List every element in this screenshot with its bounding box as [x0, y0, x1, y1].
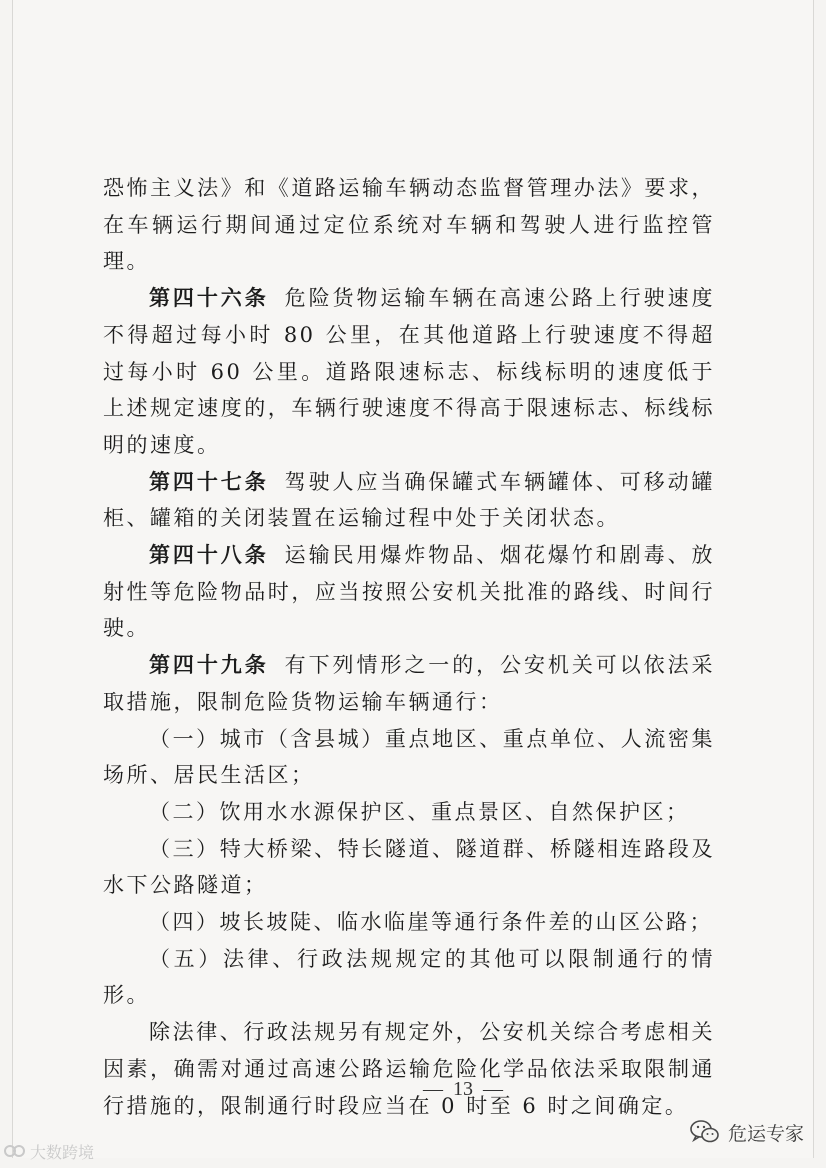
- list-item-5: [103, 941, 715, 1014]
- page-number: [0, 1078, 826, 1101]
- dashuju-logo-icon: [4, 1142, 26, 1160]
- article-text: 有下列情形之一的，公安机关可以依法采取措施，限制危险货物运输车辆通行：: [103, 653, 716, 714]
- article-46: [103, 280, 715, 464]
- list-item-text: （三）特大桥梁、特长隧道、隧道群、桥隧相连路段及水下公路隧道；: [103, 836, 715, 898]
- paragraph-text: 恐怖主义法》和《道路运输车辆动态监督管理办法》要求，在车辆运行期间通过定位系统对车辆和驾驶人进行监控管理。: [103, 176, 715, 274]
- closing-paragraph: [103, 1014, 715, 1124]
- wechat-icon: [690, 1119, 720, 1145]
- article-text: 危险货物运输车辆在高速公路上行驶速度不得超过每小时 80 公里，在其他道路上行驶速度不得超过每小时 60 公里。道路限速标志、标线标明的速度低于上述规定速度的，车辆行驶速度不得高于限速标志、标线标明的速度。: [103, 286, 716, 457]
- article-text: 运输民用爆炸物品、烟花爆竹和剧毒、放射性等危险物品时，应当按照公安机关批准的路线、时间行驶。: [103, 543, 716, 641]
- article-49: [103, 647, 715, 720]
- page-number-value: 13: [453, 1078, 473, 1100]
- page-number-dash-left: —: [423, 1078, 443, 1100]
- watermark-right-text: 危运专家: [727, 1122, 804, 1145]
- article-label: 第四十八条: [149, 542, 269, 568]
- article-label: 第四十七条: [149, 468, 269, 494]
- list-item-text: （五）法律、行政法规规定的其他可以限制通行的情形。: [103, 946, 715, 1008]
- list-item-text: （一）城市（含县城）重点地区、重点单位、人流密集场所、居民生活区；: [103, 726, 715, 788]
- watermark-left-text: 大数跨境: [30, 1142, 95, 1162]
- article-label: 第四十六条: [149, 285, 269, 311]
- list-item-text: （四）坡长坡陡、临水临崖等通行条件差的山区公路；: [149, 910, 713, 935]
- list-item-1: [103, 721, 715, 794]
- article-48: [103, 537, 715, 647]
- paragraph-continuation: [103, 170, 715, 280]
- watermark-right: [690, 1117, 804, 1147]
- watermark-left: [4, 1140, 94, 1162]
- list-item-3: [103, 831, 715, 904]
- paragraph-text: 除法律、行政法规另有规定外，公安机关综合考虑相关因素，确需对通过高速公路运输危险化学品依法采取限制通行措施的，限制通行时段应当在 0 时至 6 时之间确定。: [103, 1020, 715, 1118]
- list-item-4: [103, 904, 715, 941]
- article-47: [103, 464, 715, 537]
- article-label: 第四十九条: [149, 652, 269, 678]
- list-item-text: （二）饮用水水源保护区、重点景区、自然保护区；: [149, 799, 690, 824]
- list-item-2: [103, 794, 715, 831]
- article-text: 驾驶人应当确保罐式车辆罐体、可移动罐柜、罐箱的关闭装置在运输过程中处于关闭状态。: [103, 469, 716, 531]
- page-number-dash-right: —: [483, 1078, 503, 1100]
- document-body: [103, 170, 715, 1124]
